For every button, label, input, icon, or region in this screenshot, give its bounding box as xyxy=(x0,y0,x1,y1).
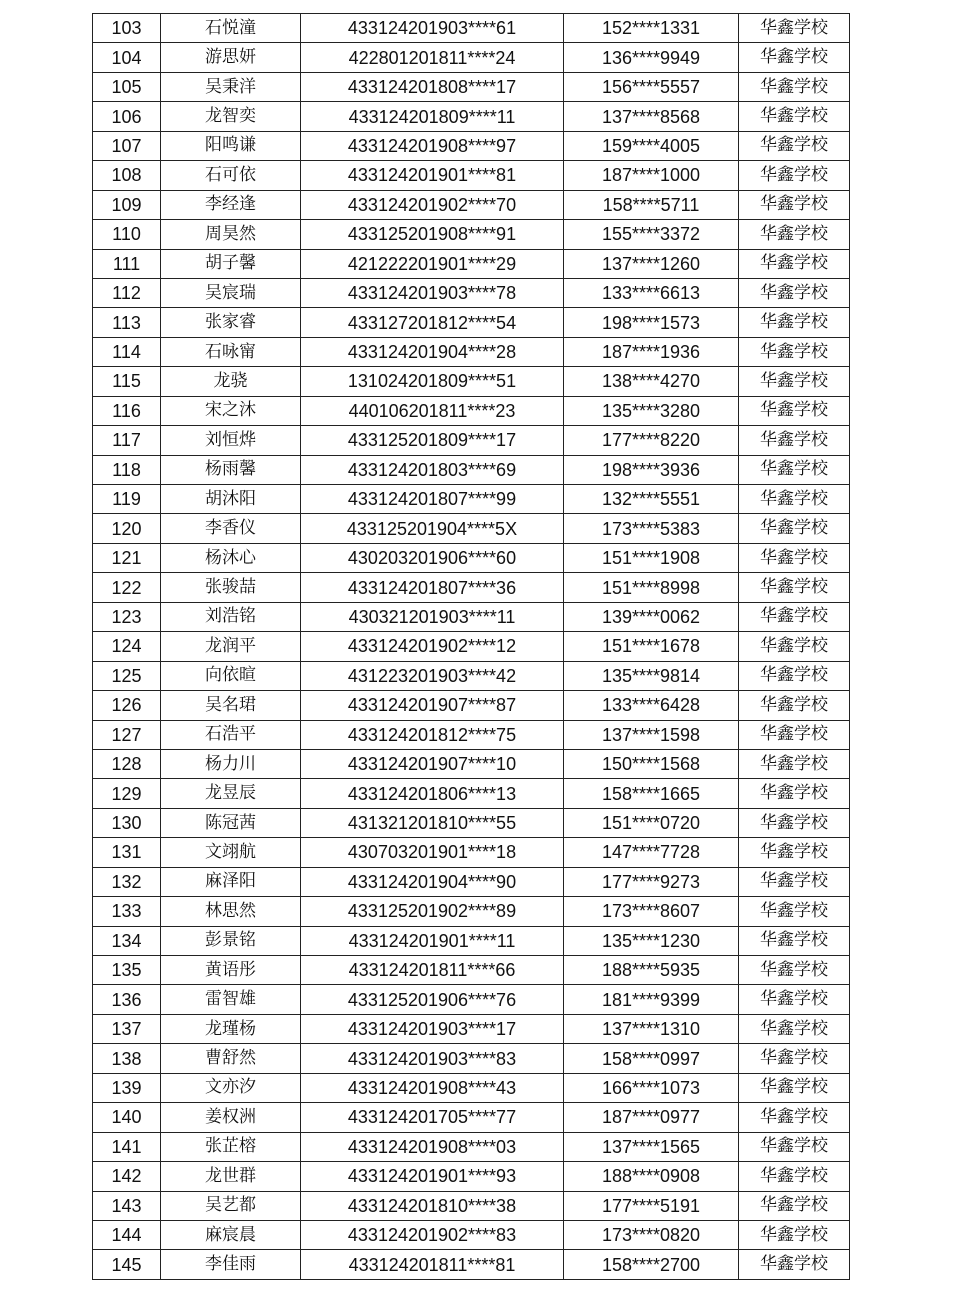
school-name-cell: 华鑫学校 xyxy=(739,691,850,720)
table-row xyxy=(93,43,850,72)
school-name-cell: 华鑫学校 xyxy=(739,573,850,602)
student-name-cell: 吴艺都 xyxy=(161,1191,301,1220)
phone-number-cell: 156****5557 xyxy=(564,72,739,101)
table-row xyxy=(93,956,850,985)
id-number-cell: 433124201705****77 xyxy=(301,1103,564,1132)
school-name-cell: 华鑫学校 xyxy=(739,249,850,278)
row-number-cell: 145 xyxy=(93,1250,161,1279)
id-number-cell: 430203201906****60 xyxy=(301,543,564,572)
id-number-cell: 433125201908****91 xyxy=(301,220,564,249)
phone-number-cell: 158****5711 xyxy=(564,190,739,219)
student-name-cell: 龙智奕 xyxy=(161,102,301,131)
table-row xyxy=(93,514,850,543)
row-number-cell: 110 xyxy=(93,220,161,249)
student-name-cell: 胡沐阳 xyxy=(161,485,301,514)
phone-number-cell: 158****2700 xyxy=(564,1250,739,1279)
row-number-cell: 136 xyxy=(93,985,161,1014)
row-number-cell: 106 xyxy=(93,102,161,131)
row-number-cell: 130 xyxy=(93,808,161,837)
school-name-cell: 华鑫学校 xyxy=(739,485,850,514)
table-row xyxy=(93,220,850,249)
id-number-cell: 433124201903****78 xyxy=(301,278,564,307)
row-number-cell: 127 xyxy=(93,720,161,749)
table-row xyxy=(93,1103,850,1132)
school-name-cell: 华鑫学校 xyxy=(739,956,850,985)
phone-number-cell: 133****6613 xyxy=(564,278,739,307)
table-row xyxy=(93,1220,850,1249)
table-row xyxy=(93,396,850,425)
school-name-cell: 华鑫学校 xyxy=(739,1162,850,1191)
id-number-cell: 433124201908****43 xyxy=(301,1073,564,1102)
student-name-cell: 宋之沐 xyxy=(161,396,301,425)
row-number-cell: 132 xyxy=(93,867,161,896)
student-name-cell: 石咏甯 xyxy=(161,337,301,366)
student-name-cell: 吴名珺 xyxy=(161,691,301,720)
id-number-cell: 433124201902****12 xyxy=(301,632,564,661)
row-number-cell: 108 xyxy=(93,161,161,190)
row-number-cell: 137 xyxy=(93,1014,161,1043)
school-name-cell: 华鑫学校 xyxy=(739,337,850,366)
school-name-cell: 华鑫学校 xyxy=(739,867,850,896)
school-name-cell: 华鑫学校 xyxy=(739,1103,850,1132)
student-name-cell: 石浩平 xyxy=(161,720,301,749)
school-name-cell: 华鑫学校 xyxy=(739,161,850,190)
school-name-cell: 华鑫学校 xyxy=(739,1044,850,1073)
row-number-cell: 114 xyxy=(93,337,161,366)
school-name-cell: 华鑫学校 xyxy=(739,897,850,926)
phone-number-cell: 158****0997 xyxy=(564,1044,739,1073)
school-name-cell: 华鑫学校 xyxy=(739,190,850,219)
student-name-cell: 吴宸瑞 xyxy=(161,278,301,307)
id-number-cell: 433125201809****17 xyxy=(301,426,564,455)
row-number-cell: 128 xyxy=(93,749,161,778)
student-name-cell: 麻泽阳 xyxy=(161,867,301,896)
table-row xyxy=(93,661,850,690)
phone-number-cell: 151****1678 xyxy=(564,632,739,661)
id-number-cell: 433124201903****83 xyxy=(301,1044,564,1073)
school-name-cell: 华鑫学校 xyxy=(739,14,850,43)
id-number-cell: 433124201810****38 xyxy=(301,1191,564,1220)
school-name-cell: 华鑫学校 xyxy=(739,632,850,661)
phone-number-cell: 151****1908 xyxy=(564,543,739,572)
school-name-cell: 华鑫学校 xyxy=(739,131,850,160)
school-name-cell: 华鑫学校 xyxy=(739,1191,850,1220)
phone-number-cell: 187****0977 xyxy=(564,1103,739,1132)
school-name-cell: 华鑫学校 xyxy=(739,808,850,837)
id-number-cell: 433124201902****83 xyxy=(301,1220,564,1249)
table-row xyxy=(93,749,850,778)
phone-number-cell: 137****1260 xyxy=(564,249,739,278)
phone-number-cell: 147****7728 xyxy=(564,838,739,867)
student-name-cell: 张芷榕 xyxy=(161,1132,301,1161)
school-name-cell: 华鑫学校 xyxy=(739,220,850,249)
row-number-cell: 104 xyxy=(93,43,161,72)
id-number-cell: 131024201809****51 xyxy=(301,367,564,396)
school-name-cell: 华鑫学校 xyxy=(739,661,850,690)
student-name-cell: 杨沐心 xyxy=(161,543,301,572)
school-name-cell: 华鑫学校 xyxy=(739,543,850,572)
student-name-cell: 曹舒然 xyxy=(161,1044,301,1073)
school-name-cell: 华鑫学校 xyxy=(739,1132,850,1161)
table-row xyxy=(93,543,850,572)
table-row xyxy=(93,190,850,219)
phone-number-cell: 151****0720 xyxy=(564,808,739,837)
table-row xyxy=(93,1014,850,1043)
id-number-cell: 431223201903****42 xyxy=(301,661,564,690)
phone-number-cell: 187****1936 xyxy=(564,337,739,366)
phone-number-cell: 166****1073 xyxy=(564,1073,739,1102)
id-number-cell: 433124201809****11 xyxy=(301,102,564,131)
phone-number-cell: 198****3936 xyxy=(564,455,739,484)
school-name-cell: 华鑫学校 xyxy=(739,426,850,455)
table-row xyxy=(93,1132,850,1161)
student-name-cell: 彭景铭 xyxy=(161,926,301,955)
id-number-cell: 433124201904****90 xyxy=(301,867,564,896)
table-row xyxy=(93,838,850,867)
table-row xyxy=(93,779,850,808)
phone-number-cell: 135****9814 xyxy=(564,661,739,690)
row-number-cell: 109 xyxy=(93,190,161,219)
student-name-cell: 杨力川 xyxy=(161,749,301,778)
row-number-cell: 140 xyxy=(93,1103,161,1132)
row-number-cell: 107 xyxy=(93,131,161,160)
phone-number-cell: 133****6428 xyxy=(564,691,739,720)
phone-number-cell: 137****1598 xyxy=(564,720,739,749)
phone-number-cell: 152****1331 xyxy=(564,14,739,43)
id-number-cell: 431321201810****55 xyxy=(301,808,564,837)
table-row xyxy=(93,808,850,837)
table-row xyxy=(93,308,850,337)
row-number-cell: 143 xyxy=(93,1191,161,1220)
id-number-cell: 433124201901****93 xyxy=(301,1162,564,1191)
table-row xyxy=(93,985,850,1014)
phone-number-cell: 138****4270 xyxy=(564,367,739,396)
phone-number-cell: 151****8998 xyxy=(564,573,739,602)
school-name-cell: 华鑫学校 xyxy=(739,72,850,101)
phone-number-cell: 187****1000 xyxy=(564,161,739,190)
id-number-cell: 430703201901****18 xyxy=(301,838,564,867)
id-number-cell: 433124201904****28 xyxy=(301,337,564,366)
school-name-cell: 华鑫学校 xyxy=(739,43,850,72)
student-name-cell: 黄语彤 xyxy=(161,956,301,985)
id-number-cell: 433124201806****13 xyxy=(301,779,564,808)
row-number-cell: 105 xyxy=(93,72,161,101)
id-number-cell: 433124201811****81 xyxy=(301,1250,564,1279)
phone-number-cell: 136****9949 xyxy=(564,43,739,72)
phone-number-cell: 137****1310 xyxy=(564,1014,739,1043)
school-name-cell: 华鑫学校 xyxy=(739,1073,850,1102)
school-name-cell: 华鑫学校 xyxy=(739,102,850,131)
student-name-cell: 张家睿 xyxy=(161,308,301,337)
id-number-cell: 433124201807****36 xyxy=(301,573,564,602)
row-number-cell: 131 xyxy=(93,838,161,867)
student-name-cell: 龙瑾杨 xyxy=(161,1014,301,1043)
row-number-cell: 103 xyxy=(93,14,161,43)
id-number-cell: 433124201808****17 xyxy=(301,72,564,101)
table-row xyxy=(93,102,850,131)
school-name-cell: 华鑫学校 xyxy=(739,308,850,337)
student-name-cell: 吴秉洋 xyxy=(161,72,301,101)
phone-number-cell: 173****5383 xyxy=(564,514,739,543)
student-name-cell: 文亦汐 xyxy=(161,1073,301,1102)
phone-number-cell: 158****1665 xyxy=(564,779,739,808)
table-row xyxy=(93,867,850,896)
student-name-cell: 麻宸晨 xyxy=(161,1220,301,1249)
table-row xyxy=(93,485,850,514)
student-name-cell: 刘浩铭 xyxy=(161,602,301,631)
phone-number-cell: 135****3280 xyxy=(564,396,739,425)
phone-number-cell: 137****1565 xyxy=(564,1132,739,1161)
student-name-cell: 胡子馨 xyxy=(161,249,301,278)
row-number-cell: 117 xyxy=(93,426,161,455)
row-number-cell: 138 xyxy=(93,1044,161,1073)
id-number-cell: 433125201904****5X xyxy=(301,514,564,543)
phone-number-cell: 135****1230 xyxy=(564,926,739,955)
row-number-cell: 116 xyxy=(93,396,161,425)
id-number-cell: 433124201812****75 xyxy=(301,720,564,749)
school-name-cell: 华鑫学校 xyxy=(739,926,850,955)
id-number-cell: 433124201903****17 xyxy=(301,1014,564,1043)
phone-number-cell: 177****5191 xyxy=(564,1191,739,1220)
row-number-cell: 134 xyxy=(93,926,161,955)
student-name-cell: 林思然 xyxy=(161,897,301,926)
phone-number-cell: 155****3372 xyxy=(564,220,739,249)
row-number-cell: 144 xyxy=(93,1220,161,1249)
phone-number-cell: 173****0820 xyxy=(564,1220,739,1249)
student-name-cell: 龙世群 xyxy=(161,1162,301,1191)
id-number-cell: 421222201901****29 xyxy=(301,249,564,278)
phone-number-cell: 177****8220 xyxy=(564,426,739,455)
school-name-cell: 华鑫学校 xyxy=(739,396,850,425)
phone-number-cell: 177****9273 xyxy=(564,867,739,896)
phone-number-cell: 132****5551 xyxy=(564,485,739,514)
id-number-cell: 433124201908****97 xyxy=(301,131,564,160)
id-number-cell: 440106201811****23 xyxy=(301,396,564,425)
table-row xyxy=(93,278,850,307)
table-row xyxy=(93,897,850,926)
student-name-cell: 李香仪 xyxy=(161,514,301,543)
roster-table-body xyxy=(93,14,850,1280)
school-name-cell: 华鑫学校 xyxy=(739,749,850,778)
table-row xyxy=(93,14,850,43)
student-name-cell: 杨雨馨 xyxy=(161,455,301,484)
id-number-cell: 433124201907****87 xyxy=(301,691,564,720)
table-row xyxy=(93,1162,850,1191)
school-name-cell: 华鑫学校 xyxy=(739,455,850,484)
row-number-cell: 121 xyxy=(93,543,161,572)
table-row xyxy=(93,632,850,661)
student-name-cell: 文翊航 xyxy=(161,838,301,867)
school-name-cell: 华鑫学校 xyxy=(739,1250,850,1279)
student-name-cell: 周昊然 xyxy=(161,220,301,249)
table-row xyxy=(93,367,850,396)
school-name-cell: 华鑫学校 xyxy=(739,367,850,396)
id-number-cell: 433124201803****69 xyxy=(301,455,564,484)
table-row xyxy=(93,337,850,366)
table-row xyxy=(93,131,850,160)
student-name-cell: 姜权洲 xyxy=(161,1103,301,1132)
student-name-cell: 龙昱辰 xyxy=(161,779,301,808)
student-name-cell: 刘恒烨 xyxy=(161,426,301,455)
phone-number-cell: 150****1568 xyxy=(564,749,739,778)
id-number-cell: 433124201908****03 xyxy=(301,1132,564,1161)
school-name-cell: 华鑫学校 xyxy=(739,1220,850,1249)
school-name-cell: 华鑫学校 xyxy=(739,602,850,631)
id-number-cell: 433125201902****89 xyxy=(301,897,564,926)
school-name-cell: 华鑫学校 xyxy=(739,278,850,307)
school-name-cell: 华鑫学校 xyxy=(739,720,850,749)
row-number-cell: 135 xyxy=(93,956,161,985)
table-row xyxy=(93,1250,850,1279)
student-name-cell: 龙润平 xyxy=(161,632,301,661)
row-number-cell: 122 xyxy=(93,573,161,602)
phone-number-cell: 198****1573 xyxy=(564,308,739,337)
table-row xyxy=(93,691,850,720)
student-name-cell: 石可依 xyxy=(161,161,301,190)
id-number-cell: 433124201807****99 xyxy=(301,485,564,514)
school-name-cell: 华鑫学校 xyxy=(739,779,850,808)
row-number-cell: 118 xyxy=(93,455,161,484)
row-number-cell: 111 xyxy=(93,249,161,278)
phone-number-cell: 188****5935 xyxy=(564,956,739,985)
id-number-cell: 433124201811****66 xyxy=(301,956,564,985)
id-number-cell: 433124201902****70 xyxy=(301,190,564,219)
phone-number-cell: 173****8607 xyxy=(564,897,739,926)
student-name-cell: 游思妍 xyxy=(161,43,301,72)
student-name-cell: 阳鸣谦 xyxy=(161,131,301,160)
row-number-cell: 113 xyxy=(93,308,161,337)
school-name-cell: 华鑫学校 xyxy=(739,985,850,1014)
row-number-cell: 123 xyxy=(93,602,161,631)
table-row xyxy=(93,1191,850,1220)
table-row xyxy=(93,455,850,484)
table-row xyxy=(93,426,850,455)
id-number-cell: 430321201903****11 xyxy=(301,602,564,631)
id-number-cell: 433124201907****10 xyxy=(301,749,564,778)
table-row xyxy=(93,161,850,190)
id-number-cell: 433125201906****76 xyxy=(301,985,564,1014)
id-number-cell: 433127201812****54 xyxy=(301,308,564,337)
table-row xyxy=(93,249,850,278)
table-row xyxy=(93,720,850,749)
row-number-cell: 133 xyxy=(93,897,161,926)
row-number-cell: 120 xyxy=(93,514,161,543)
id-number-cell: 433124201901****11 xyxy=(301,926,564,955)
table-row xyxy=(93,573,850,602)
id-number-cell: 433124201901****81 xyxy=(301,161,564,190)
phone-number-cell: 159****4005 xyxy=(564,131,739,160)
phone-number-cell: 181****9399 xyxy=(564,985,739,1014)
id-number-cell: 422801201811****24 xyxy=(301,43,564,72)
row-number-cell: 142 xyxy=(93,1162,161,1191)
id-number-cell: 433124201903****61 xyxy=(301,14,564,43)
table-row xyxy=(93,72,850,101)
student-name-cell: 陈冠茜 xyxy=(161,808,301,837)
phone-number-cell: 188****0908 xyxy=(564,1162,739,1191)
student-name-cell: 向依暄 xyxy=(161,661,301,690)
phone-number-cell: 137****8568 xyxy=(564,102,739,131)
table-row xyxy=(93,926,850,955)
school-name-cell: 华鑫学校 xyxy=(739,514,850,543)
row-number-cell: 124 xyxy=(93,632,161,661)
row-number-cell: 129 xyxy=(93,779,161,808)
row-number-cell: 112 xyxy=(93,278,161,307)
table-row xyxy=(93,1073,850,1102)
school-name-cell: 华鑫学校 xyxy=(739,1014,850,1043)
roster-table xyxy=(92,13,850,1280)
phone-number-cell: 139****0062 xyxy=(564,602,739,631)
row-number-cell: 126 xyxy=(93,691,161,720)
table-row xyxy=(93,602,850,631)
row-number-cell: 125 xyxy=(93,661,161,690)
student-name-cell: 龙骁 xyxy=(161,367,301,396)
student-name-cell: 李经逢 xyxy=(161,190,301,219)
row-number-cell: 141 xyxy=(93,1132,161,1161)
student-name-cell: 石悦潼 xyxy=(161,14,301,43)
student-name-cell: 雷智雄 xyxy=(161,985,301,1014)
row-number-cell: 119 xyxy=(93,485,161,514)
table-row xyxy=(93,1044,850,1073)
row-number-cell: 115 xyxy=(93,367,161,396)
student-name-cell: 李佳雨 xyxy=(161,1250,301,1279)
row-number-cell: 139 xyxy=(93,1073,161,1102)
student-name-cell: 张骏喆 xyxy=(161,573,301,602)
school-name-cell: 华鑫学校 xyxy=(739,838,850,867)
